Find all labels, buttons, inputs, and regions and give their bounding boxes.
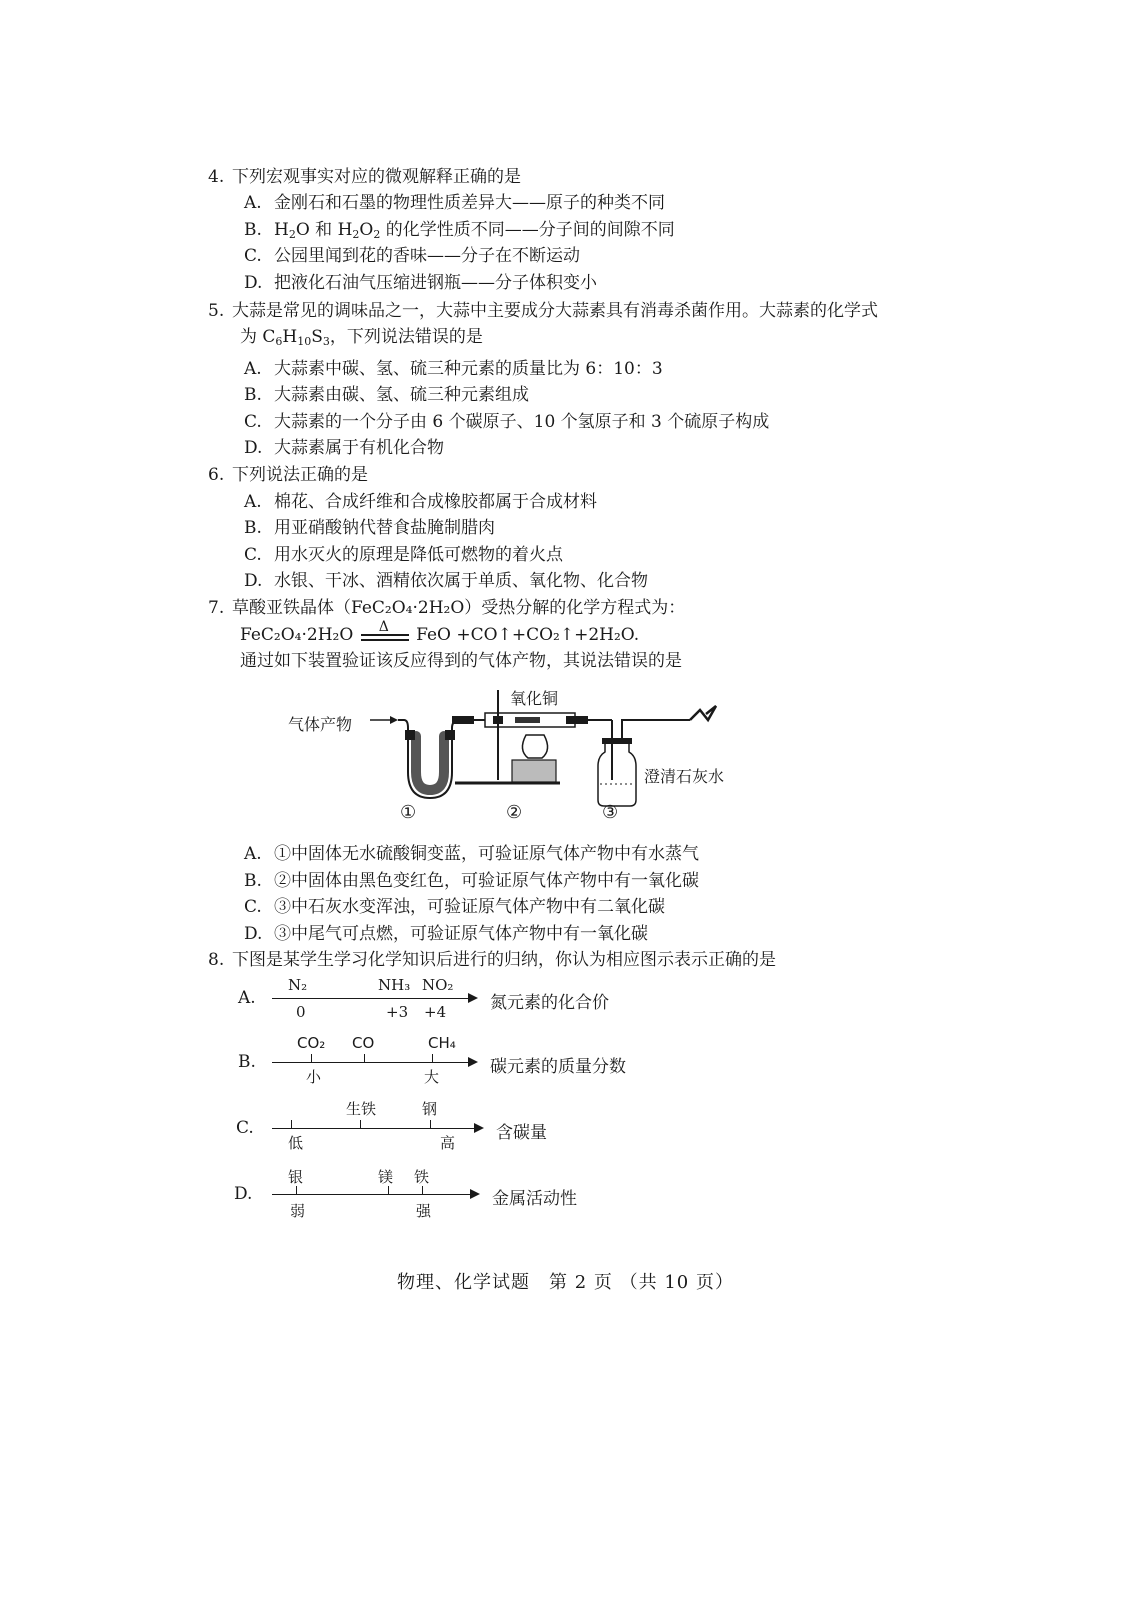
option-letter: D. [244, 273, 263, 293]
question-text: 下图是某学生学习化学知识后进行的归纳，你认为相应图示表示正确的是 [232, 950, 776, 970]
tick-label-above: CO [352, 1034, 375, 1052]
tick-mark [388, 1186, 389, 1194]
option-text: 大蒜素中碳、氢、硫三种元素的质量比为 6：10：3 [274, 359, 663, 379]
q4-option-c [244, 243, 580, 269]
option-letter: C. [244, 412, 262, 432]
equation-reactant: FeC₂O₄·2H₂O [240, 625, 354, 645]
q5-option-d [244, 435, 444, 461]
subscript: 6 [275, 335, 283, 348]
question-text-part: ，下列说法错误的是 [329, 327, 483, 347]
limewater-label: 澄清石灰水 [644, 767, 725, 786]
option-letter: A. [244, 844, 262, 864]
question-6-stem [208, 462, 368, 488]
option-text: 用亚硝酸钠代替食盐腌制腊肉 [274, 518, 495, 538]
outlet-tube [622, 720, 690, 742]
axis-arrow-head [474, 1123, 484, 1133]
option-text: ③中石灰水变浑浊，可验证原气体产物中有二氧化碳 [274, 897, 665, 917]
tick-label-below: 强 [416, 1202, 432, 1220]
question-text: 下列说法正确的是 [232, 465, 368, 485]
option-text: 大蒜素由碳、氢、硫三种元素组成 [274, 385, 529, 405]
axis-title: 碳元素的质量分数 [490, 1057, 626, 1077]
q7-option-b [244, 868, 699, 894]
q5-option-c [244, 409, 769, 435]
axis-line [272, 1062, 470, 1063]
rubber-joint-1 [452, 716, 474, 724]
u-tube-stopper-right [445, 730, 455, 740]
copper-oxide-label: 氧化铜 [510, 689, 559, 708]
copper-oxide [515, 717, 540, 723]
tick-mark [311, 1054, 312, 1062]
question-text: 草酸亚铁晶体（FeC₂O₄·2H₂O）受热分解的化学方程式为： [232, 598, 686, 618]
q5-option-b [244, 382, 529, 408]
axis-title: 金属活动性 [492, 1189, 577, 1209]
option-letter: C. [244, 246, 262, 266]
subscript: 2 [288, 228, 296, 241]
option-text: 大蒜素的一个分子由 6 个碳原子、10 个氢原子和 3 个硫原子构成 [274, 412, 770, 432]
option-letter: B. [244, 518, 262, 538]
option-text: 金刚石和石墨的物理性质差异大——原子的种类不同 [274, 193, 665, 213]
option-text-part: O [359, 220, 374, 240]
tick-label-below: 高 [440, 1134, 456, 1152]
question-number: 4. [208, 167, 225, 187]
option-letter: B. [244, 220, 262, 240]
axis-line [272, 1194, 472, 1195]
axis-arrow-head [468, 993, 478, 1003]
option-letter: A. [244, 359, 262, 379]
option-text: 把液化石油气压缩进钢瓶——分子体积变小 [274, 273, 597, 293]
question-text-part: S [311, 327, 323, 347]
axis-line [272, 1128, 476, 1129]
tick-label-below: +4 [424, 1003, 447, 1021]
tick-label-above: 镁 [378, 1168, 394, 1186]
question-text: 下列宏观事实对应的微观解释正确的是 [232, 167, 521, 187]
option-text: 水银、干冰、酒精依次属于单质、氧化物、化合物 [274, 571, 648, 591]
reaction-arrow [359, 618, 411, 646]
option-letter: B. [238, 1052, 256, 1072]
flame [522, 735, 547, 758]
q7-option-d [244, 921, 648, 947]
tick-label-above: NH₃ [378, 976, 411, 994]
subscript: 2 [373, 228, 381, 241]
q6-option-a [244, 489, 597, 515]
option-letter: B. [244, 871, 262, 891]
inlet-arrow-head [390, 716, 398, 724]
question-4-stem [208, 164, 521, 190]
option-letter: A. [244, 193, 262, 213]
question-number: 6. [208, 465, 225, 485]
tail-gas-flame [690, 706, 716, 720]
question-number: 7. [208, 598, 225, 618]
option-text: 大蒜素属于有机化合物 [274, 438, 444, 458]
apparatus-mark-1: ① [400, 802, 417, 823]
equals-line-top [361, 634, 409, 636]
axis-title: 氮元素的化合价 [490, 993, 609, 1013]
tick-label-below: 大 [424, 1068, 440, 1086]
option-text: ③中尾气可点燃，可验证原气体产物中有一氧化碳 [274, 924, 648, 944]
lamp-body [512, 760, 556, 782]
tick-label-above: N₂ [288, 976, 308, 994]
tick-label-above: CH₄ [428, 1034, 456, 1052]
option-text-part: H [274, 220, 289, 240]
question-number: 8. [208, 950, 225, 970]
subscript: 10 [297, 335, 312, 348]
chemical-equation [240, 618, 640, 648]
subscript: 3 [322, 335, 330, 348]
tick-mark [364, 1054, 365, 1062]
question-8-stem [208, 947, 776, 973]
tick-label-above: CO₂ [297, 1034, 326, 1052]
apparatus-mark-2: ② [506, 802, 523, 823]
page-footer: 物理、化学试题 第 2 页 （共 10 页） [397, 1272, 734, 1293]
axis-line [272, 998, 470, 999]
question-5-stem [208, 298, 878, 324]
axis-arrow-head [470, 1189, 480, 1199]
tick-label-below: 小 [306, 1068, 322, 1086]
option-text: 棉花、合成纤维和合成橡胶都属于合成材料 [274, 492, 597, 512]
option-letter: D. [234, 1184, 253, 1204]
apparatus-mark-3: ③ [602, 802, 619, 823]
q4-option-a [244, 190, 665, 216]
axis-arrow-head [468, 1057, 478, 1067]
tick-label-below: 0 [296, 1003, 306, 1021]
tick-label-below: 弱 [290, 1202, 306, 1220]
option-text: ②中固体由黑色变红色，可验证原气体产物中有一氧化碳 [274, 871, 699, 891]
apparatus-diagram [280, 680, 740, 830]
option-text: ①中固体无水硫酸铜变蓝，可验证原气体产物中有水蒸气 [274, 844, 699, 864]
q7-option-c [244, 894, 665, 920]
question-text-part: 为 C [240, 327, 276, 347]
option-text: 用水灭火的原理是降低可燃物的着火点 [274, 545, 563, 565]
option-text: 公园里闻到花的香味——分子在不断运动 [274, 246, 580, 266]
tick-label-above: 生铁 [346, 1100, 377, 1118]
option-letter: B. [244, 385, 262, 405]
equals-line-bottom [361, 639, 409, 641]
option-letter: A. [244, 492, 262, 512]
question-5-stem-line2 [240, 324, 483, 350]
gas-product-label: 气体产物 [288, 715, 353, 734]
option-letter: C. [244, 897, 262, 917]
question-7-stem [208, 595, 685, 621]
option-letter: C. [236, 1118, 254, 1138]
tick-label-above: 铁 [414, 1168, 430, 1186]
tick-label-above: NO₂ [422, 976, 454, 994]
q4-option-d [244, 270, 597, 296]
tick-mark [422, 1186, 423, 1194]
option-letter: D. [244, 438, 263, 458]
q5-option-a [244, 356, 663, 382]
wash-bottle [598, 742, 636, 806]
bottle-stopper [602, 738, 632, 744]
q6-option-d [244, 568, 648, 594]
tick-mark [291, 1120, 292, 1128]
tick-mark [296, 1186, 297, 1194]
heat-condition: Δ [378, 618, 389, 635]
subscript: 2 [352, 228, 360, 241]
question-text-part: H [282, 327, 298, 347]
tick-mark [360, 1120, 361, 1128]
tick-label-above: 银 [288, 1168, 304, 1186]
option-text-part: 的化学性质不同——分子间的间隙不同 [380, 220, 675, 240]
option-text-part: O 和 H [295, 220, 353, 240]
option-letter: D. [244, 924, 263, 944]
clamp [493, 716, 503, 724]
tick-mark [430, 1120, 431, 1128]
u-tube-stopper-left [405, 730, 415, 740]
option-letter: D. [244, 571, 263, 591]
q4-option-b [244, 217, 675, 243]
tick-mark [432, 1054, 433, 1062]
u-tube-filling [416, 736, 444, 790]
tick-label-above: 钢 [422, 1100, 438, 1118]
question-number: 5. [208, 301, 225, 321]
q6-option-c [244, 542, 563, 568]
option-letter: C. [244, 545, 262, 565]
question-7-stem-line3 [240, 648, 682, 674]
tick-label-below: +3 [386, 1003, 409, 1021]
axis-title: 含碳量 [496, 1123, 547, 1143]
tick-label-below: 低 [288, 1134, 304, 1152]
question-text: 通过如下装置验证该反应得到的气体产物，其说法错误的是 [240, 651, 682, 671]
option-letter: A. [238, 988, 256, 1008]
question-text: 大蒜是常见的调味品之一，大蒜中主要成分大蒜素具有消毒杀菌作用。大蒜素的化学式 [232, 301, 878, 321]
q7-option-a [244, 841, 699, 867]
q6-option-b [244, 515, 495, 541]
equation-products: FeO +CO↑+CO₂↑+2H₂O. [416, 625, 640, 645]
